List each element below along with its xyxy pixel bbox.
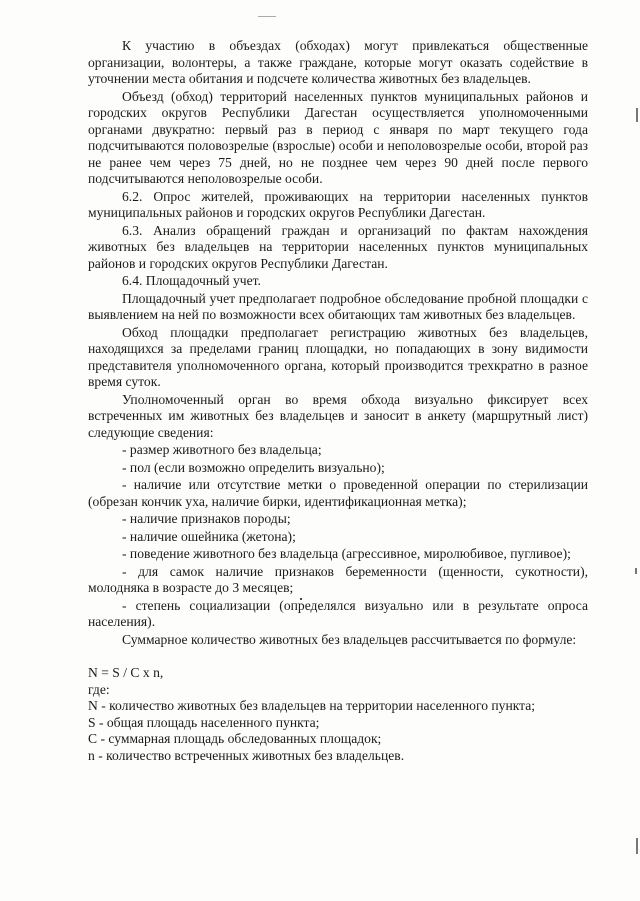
paragraph-recorded-info: Уполномоченный орган во время обхода визуально фиксирует всех встреченных им животных без владельцев и заносит в анкету (маршрутный лист) следующие сведения:: [88, 391, 588, 440]
definition-item: С - суммарная площадь обследованных площадок;: [88, 731, 382, 746]
list-item: - пол (если возможно определить визуально);: [122, 459, 385, 475]
scan-artifact: [636, 108, 638, 122]
list-item: - для самок наличие признаков беременности (щенности, сукотности), молодняка в возрасте до 3 месяцев;: [88, 563, 588, 595]
paragraph-inspection-schedule: Объезд (обход) территорий населенных пунктов муниципальных районов и городских округов Республики Дагестан осуществляется уполномоченными органами двукратно: первый раз в период с января по март текущего года подсчитываются половозрелые (взрослые) особи и неполовозрелые особи, второй раз не ранее чем через 75 дней, но не позднее чем через 90 дней после первого подсчитываются неполовозрелые особи.: [88, 88, 588, 186]
list-item: - наличие ошейника (жетона);: [122, 528, 296, 544]
list-item: - степень социализации (определялся визуально или в результате опроса населения).: [88, 597, 588, 629]
scan-artifact: [258, 16, 276, 17]
list-item: - размер животного без владельца;: [122, 442, 322, 457]
scan-artifact: [636, 838, 638, 854]
scan-artifact: [635, 568, 637, 574]
document-body: [88, 38, 588, 764]
formula: N = S / C x n,: [88, 665, 164, 680]
where-label: где:: [88, 681, 110, 697]
paragraph-site-count: Площадочный учет предполагает подробное обследование пробной площадки с выявлением на ней по возможности всех обитающих там животных без владельцев.: [88, 290, 588, 322]
definition-item: n - количество встреченных животных без владельцев.: [88, 747, 405, 763]
spacer: [88, 649, 588, 665]
paragraph-site-walk: Обход площадки предполагает регистрацию животных без владельцев, находящихся за пределами границ площадки, но попадающих в зону видимости представителя уполномоченного органа, который производится трехкратно в разное время суток.: [88, 324, 588, 389]
definition-item: S - общая площадь населенного пункта;: [88, 714, 320, 730]
paragraph-formula-intro: Суммарное количество животных без владельцев рассчитывается по формуле:: [122, 631, 577, 647]
paragraph-6-4: 6.4. Площадочный учет.: [122, 273, 261, 288]
list-item: - наличие или отсутствие метки о проведенной операции по стерилизации (обрезан кончик уха, наличие бирки, идентификационная метка);: [88, 477, 588, 509]
paragraph-participation: К участию в объездах (обходах) могут привлекаться общественные организации, волонтеры, а также граждане, которые могут оказать содействие в уточнении места обитания и подсчете количества животных без владельцев.: [88, 38, 588, 86]
list-item: - наличие признаков породы;: [122, 511, 291, 526]
list-item: - поведение животного без владельца (агрессивное, миролюбивое, пугливое);: [122, 546, 571, 561]
paragraph-6-2: 6.2. Опрос жителей, проживающих на территории населенных пунктов муниципальных районов и городских округов Республики Дагестан.: [88, 188, 588, 220]
definition-item: N - количество животных без владельцев на территории населенного пункта;: [88, 698, 536, 713]
paragraph-6-3: 6.3. Анализ обращений граждан и организаций по фактам нахождения животных без владельцев на территории населенных пунктов муниципальных районов и городских округов Республики Дагестан.: [88, 222, 588, 271]
